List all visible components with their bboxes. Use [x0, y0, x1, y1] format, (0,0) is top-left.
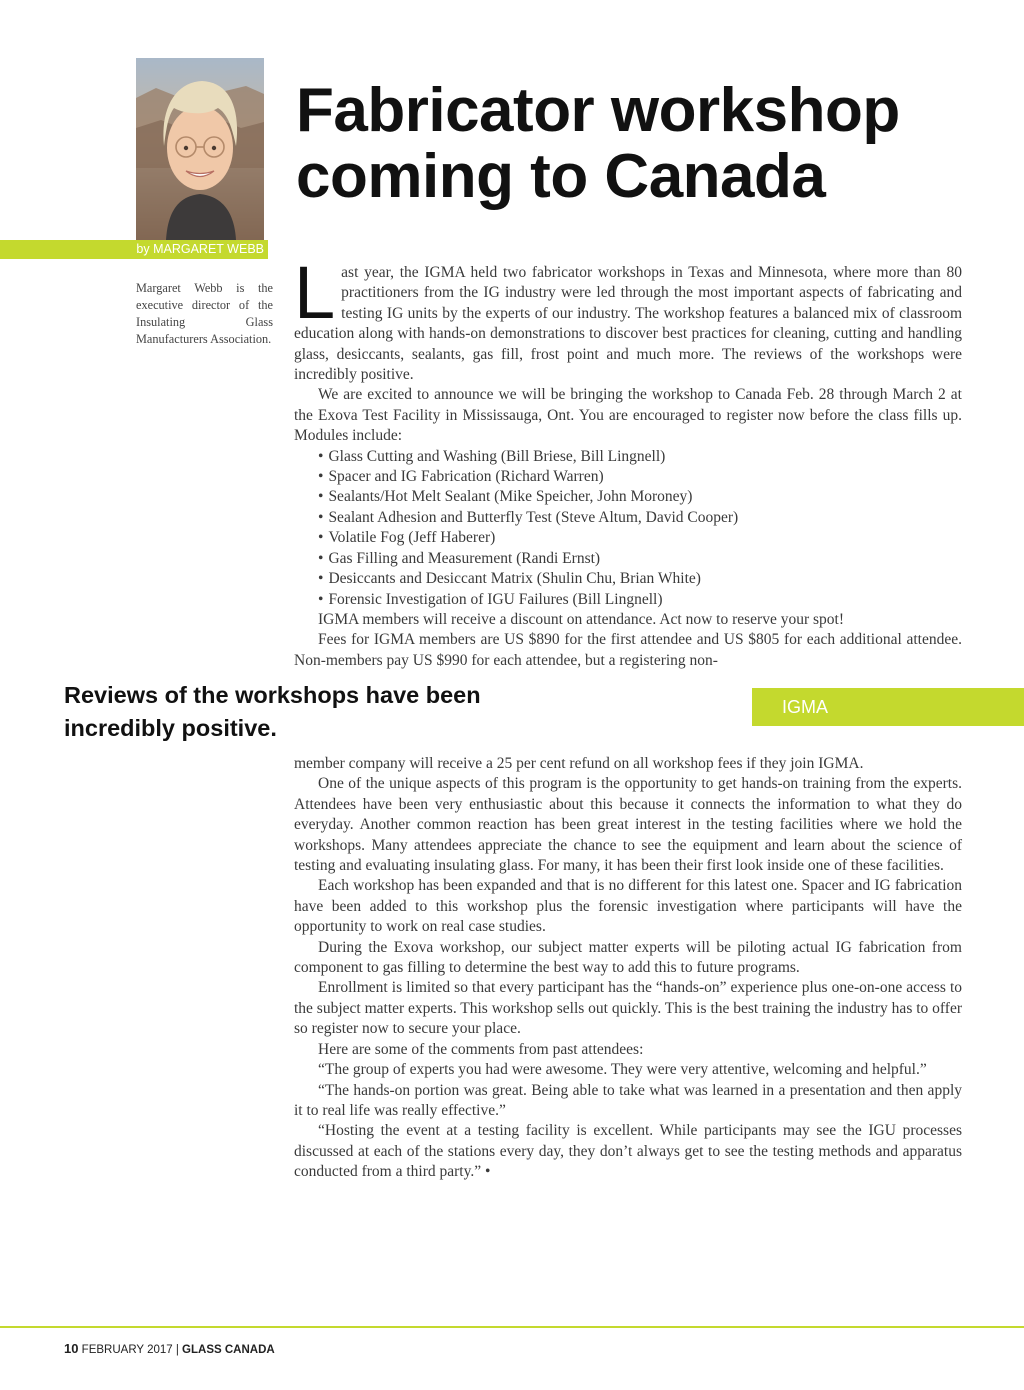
comments-intro: Here are some of the comments from past attendees:: [318, 1040, 644, 1058]
article-title-line-1: Fabricator workshop: [296, 76, 900, 145]
discount-paragraph: IGMA members will receive a discount on attendance. Act now to reserve your spot!: [318, 610, 844, 628]
byline: by MARGARET WEBB: [136, 242, 264, 256]
module-item: • Volatile Fog (Jeff Haberer): [318, 529, 496, 547]
bullet-icon: •: [318, 549, 324, 567]
intro-paragraph-text: ast year, the IGMA held two fabricator workshops in Texas and Minnesota, where more than 80 practitioners from the IG industry were led through the most important aspects of fabricating and testing IG units by the experts of our industry. The workshop features a balanced mix of classroom education along with hands-on demonstrations to discover best practices for cleaning, cutting and handling glass, desiccants, sealants, gas fill, frost point and much more. The reviews of the workshops were incredibly positive.: [294, 264, 962, 384]
fees-paragraph-continued: member company will receive a 25 per cent refund on all workshop fees if they join IGMA.: [294, 755, 864, 772]
modules-list: [294, 447, 962, 610]
module-item: • Sealant Adhesion and Butterfly Test (Steve Altum, David Cooper): [318, 508, 739, 526]
attendee-quote: “Hosting the event at a testing facility is excellent. While participants may see the IGU processes discussed at each of the stations every day, they don’t always get to see the testing methods and apparatus conducted from a third party.” •: [294, 1122, 962, 1181]
module-item: • Sealants/Hot Melt Sealant (Mike Speicher, John Moroney): [318, 488, 693, 506]
bullet-icon: •: [318, 590, 324, 608]
author-bio: Margaret Webb is the executive director of the Insulating Glass Manufacturers Association.: [136, 281, 273, 346]
pilot-paragraph: During the Exova workshop, our subject matter experts will be piloting actual IG fabrication from component to gas filling to determine the best way to add this to future programs.: [294, 938, 962, 977]
module-item: • Glass Cutting and Washing (Bill Briese, Bill Lingnell): [318, 447, 666, 465]
bullet-icon: •: [318, 447, 324, 465]
enrollment-paragraph: Enrollment is limited so that every participant has the “hands-on” experience plus one-on-one access to the subject matter experts. This workshop sells out quickly. This is the best training the industry has to offer so register now to secure your place.: [294, 979, 962, 1038]
expansion-paragraph: Each workshop has been expanded and that is no different for this latest one. Spacer and IG fabrication have been added to this workshop plus the forensic investigation where participants will have the opportunity to work on real case studies.: [294, 877, 962, 936]
bullet-icon: •: [318, 488, 324, 506]
attendee-quote: “The group of experts you had were awesome. They were very attentive, welcoming and helpful.”: [318, 1061, 927, 1079]
author-photo: [136, 58, 264, 240]
training-paragraph: One of the unique aspects of this program is the opportunity to get hands-on training from the experts. Attendees have been very enthusiastic about this because it connects the information to what they do everyday. Another common reaction has been great interest in the testing facilities where we hold the workshops. Many attendees appreciate the chance to see the equipment and learn about the science of testing and evaluating insulating glass. For many, it has been their first look inside one of these facilities.: [294, 775, 962, 875]
byline-bar: [0, 240, 268, 259]
module-item: • Forensic Investigation of IGU Failures (Bill Lingnell): [318, 590, 663, 608]
module-item: • Spacer and IG Fabrication (Richard Warren): [318, 468, 604, 486]
article-title: [296, 78, 996, 210]
fees-paragraph: Fees for IGMA members are US $890 for the first attendee and US $805 for each additional attendee. Non-members pay US $990 for each attendee, but a registering non-: [294, 631, 962, 669]
module-item: • Gas Filling and Measurement (Randi Ernst): [318, 549, 601, 567]
body-column-bottom: [294, 754, 962, 1183]
page-number: 10: [64, 1341, 79, 1356]
article-title-line-2: coming to Canada: [296, 142, 826, 211]
bullet-icon: •: [318, 468, 324, 486]
drop-cap: L: [294, 251, 336, 334]
section-tag: IGMA: [782, 697, 829, 717]
footer-rule: [0, 1326, 1024, 1328]
attendee-quote: “The hands-on portion was great. Being able to take what was learned in a presentation and then apply it to real life was really effective.”: [294, 1081, 962, 1119]
module-item: • Desiccants and Desiccant Matrix (Shulin Chu, Brian White): [318, 570, 701, 588]
page-footer: [64, 1341, 275, 1358]
bullet-icon: •: [318, 508, 324, 526]
body-column-top: [294, 251, 962, 671]
issue-date: FEBRUARY 2017 |: [81, 1344, 183, 1356]
section-tag-bar: [752, 688, 1024, 726]
bullet-icon: •: [318, 570, 324, 588]
intro-paragraph: [294, 251, 962, 385]
bullet-icon: •: [318, 529, 324, 547]
magazine-name: GLASS CANADA: [182, 1344, 275, 1356]
pull-quote: Reviews of the workshops have been incredibly positive.: [64, 682, 481, 741]
announcement-paragraph: We are excited to announce we will be bringing the workshop to Canada Feb. 28 through March 2 at the Exova Test Facility in Mississauga, Ont. You are encouraged to register now before the class fills up. Modules include:: [294, 386, 962, 445]
